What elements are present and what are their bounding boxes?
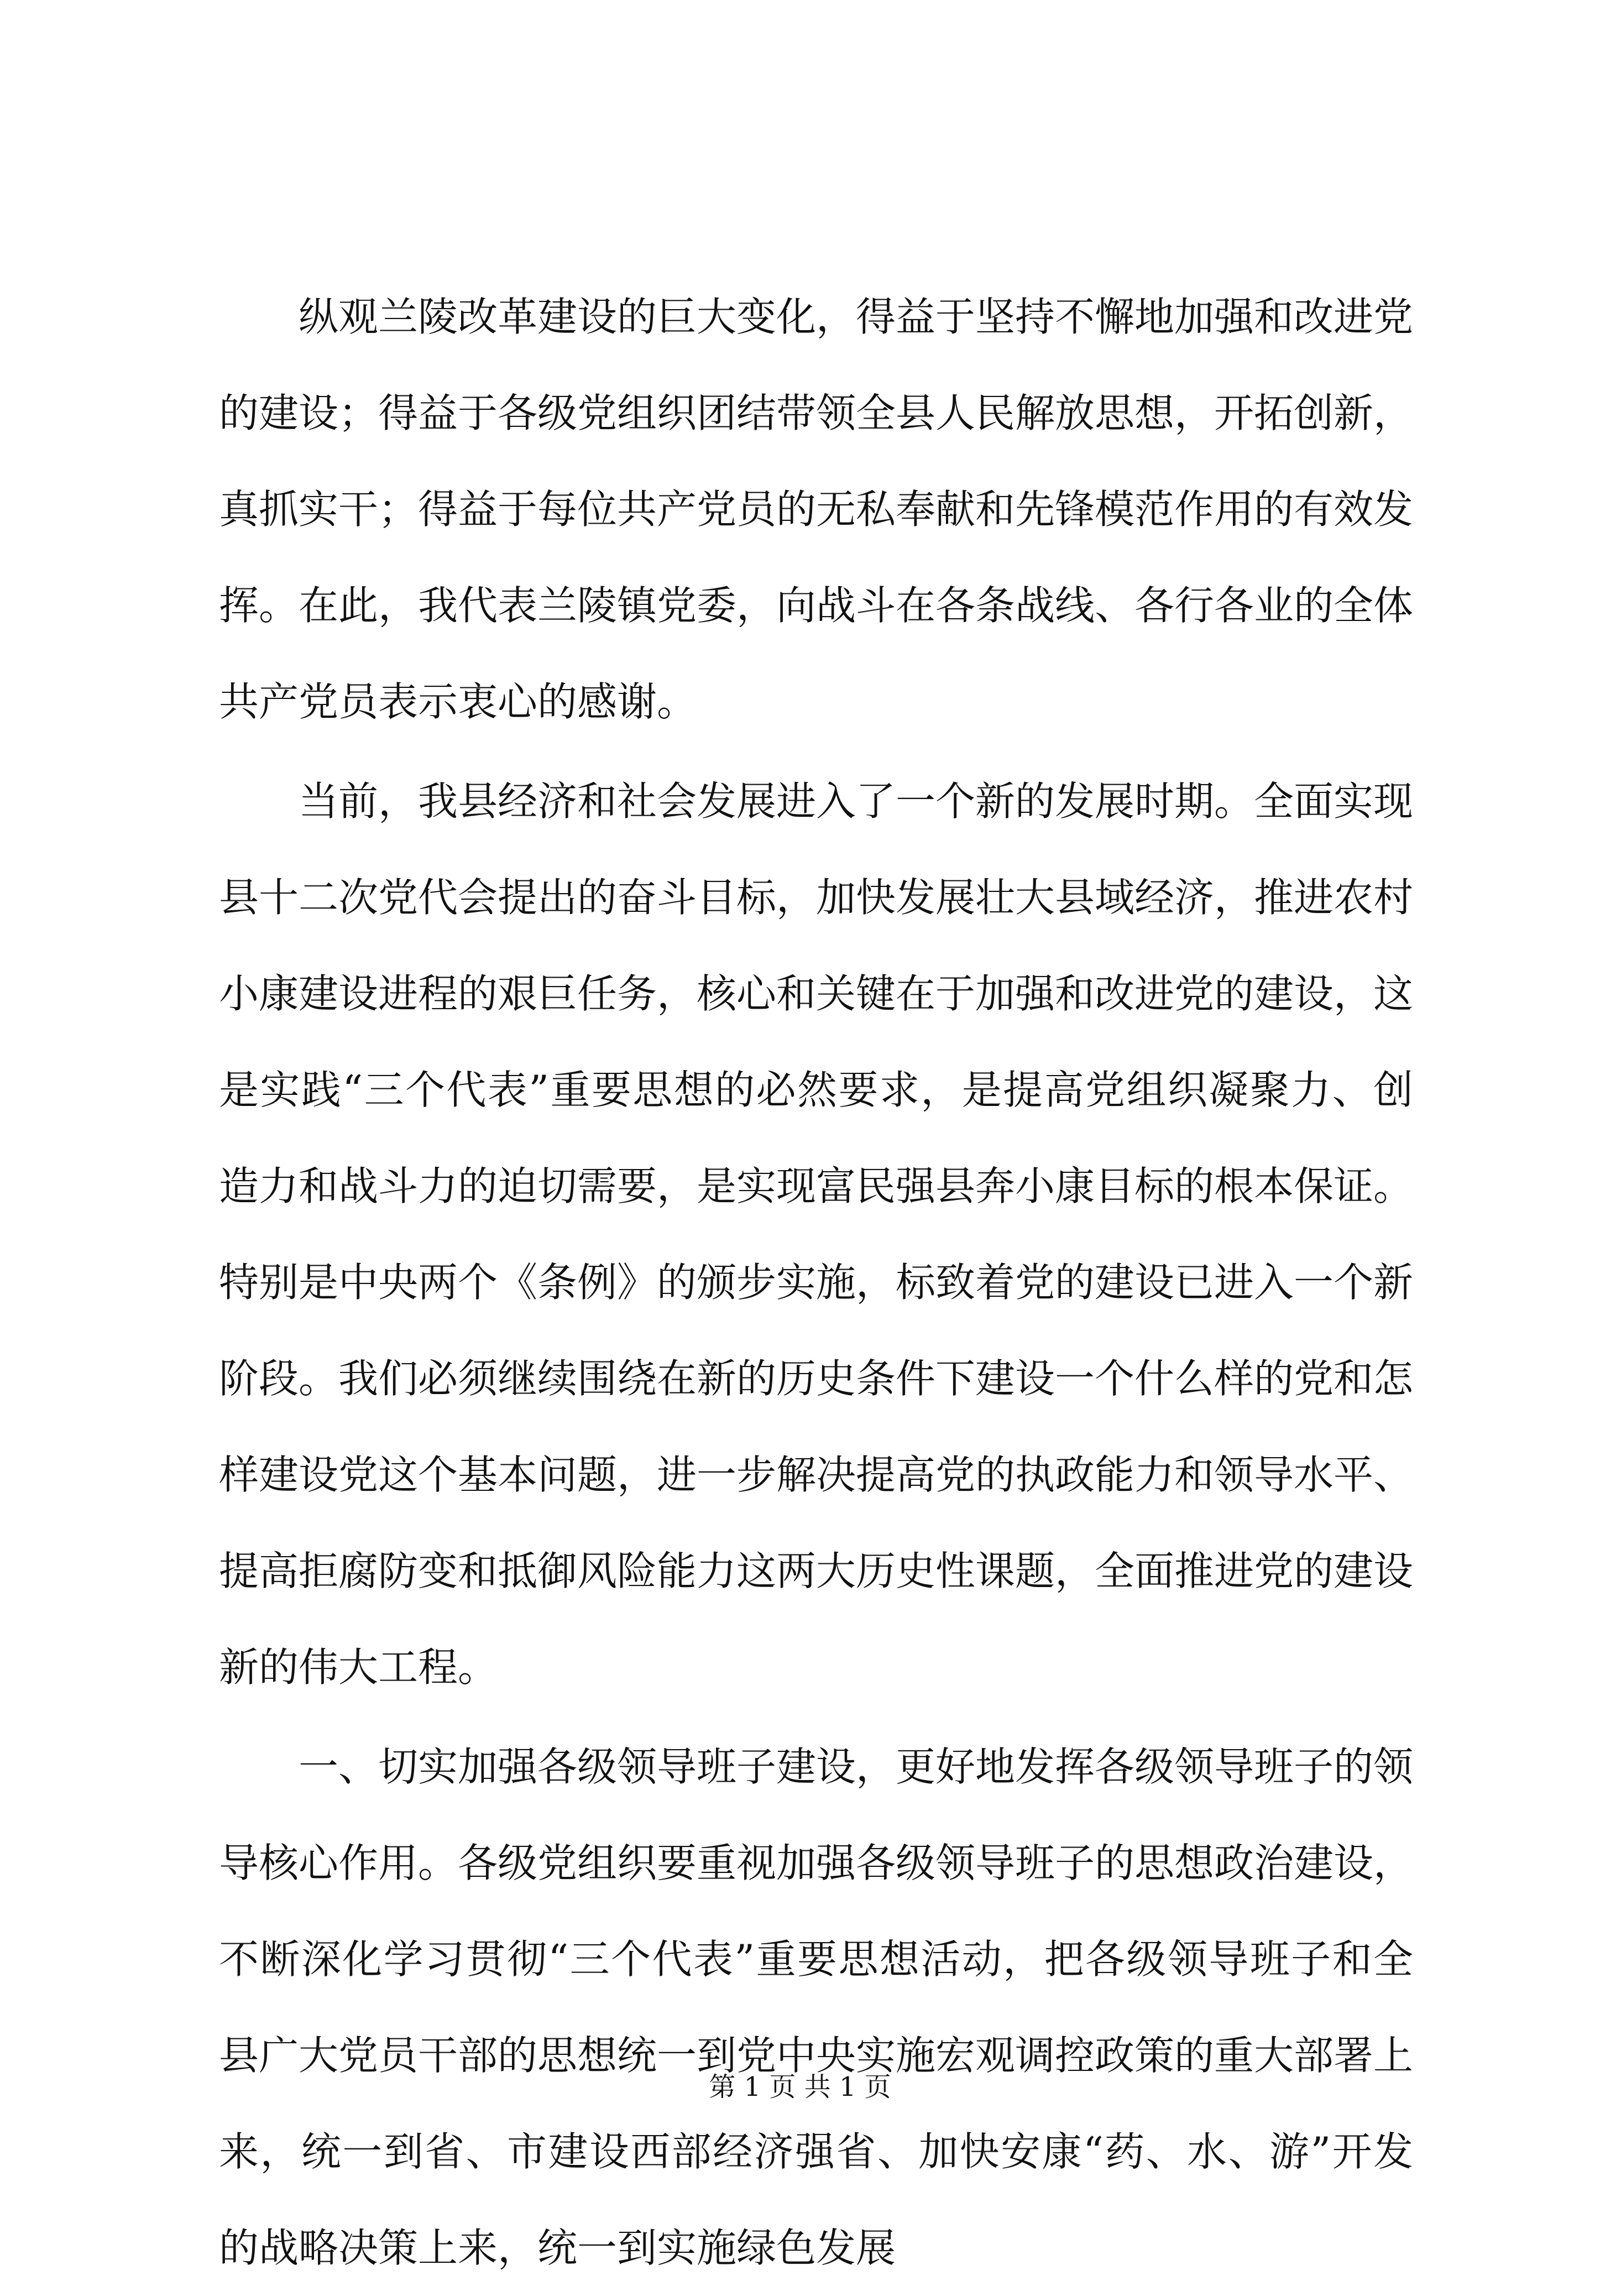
paragraph-3: 一、切实加强各级领导班子建设，更好地发挥各级领导班子的领导核心作用。各级党组织要重视加强各级领导班子的思想政治建设，不断深化学习贯彻“三个代表”重要思想活动，把各级领导班子和全县广大党员干部的思想统一到党中央实施宏观调控政策的重大部署上来，统一到省、市建设西部经济强省、加快安康“药、水、游”开发的战略决策上来，统一到实施绿色发展 [219,1744,1414,2271]
paragraph-1: 纵观兰陵改革建设的巨大变化，得益于坚持不懈地加强和改进党的建设；得益于各级党组织团结带领全县人民解放思想，开拓创新，真抓实干；得益于每位共产党员的无私奉献和先锋模范作用的有效发挥。在此，我代表兰陵镇党委，向战斗在各条战线、各行各业的全体共产党员表示衷心的感谢。 [219,294,1414,725]
document-body [219,269,1413,2296]
page-number-footer: 第 1 页 共 1 页 [709,2071,891,2102]
paragraph-2: 当前，我县经济和社会发展进入了一个新的发展时期。全面实现县十二次党代会提出的奋斗目标，加快发展壮大县域经济，推进农村小康建设进程的艰巨任务，核心和关键在于加强和改进党的建设，这是实践“三个代表”重要思想的必然要求，是提高党组织凝聚力、创造力和战斗力的迫切需要，是实现富民强县奔小康目标的根本保证。特别是中央两个《条例》的颁步实施，标致着党的建设已进入一个新阶段。我们必须继续围绕在新的历史条件下建设一个什么样的党和怎样建设党这个基本问题，进一步解决提高党的执政能力和领导水平、提高拒腐防变和抵御风险能力这两大历史性课题，全面推进党的建设新的伟大工程。 [219,778,1414,1690]
